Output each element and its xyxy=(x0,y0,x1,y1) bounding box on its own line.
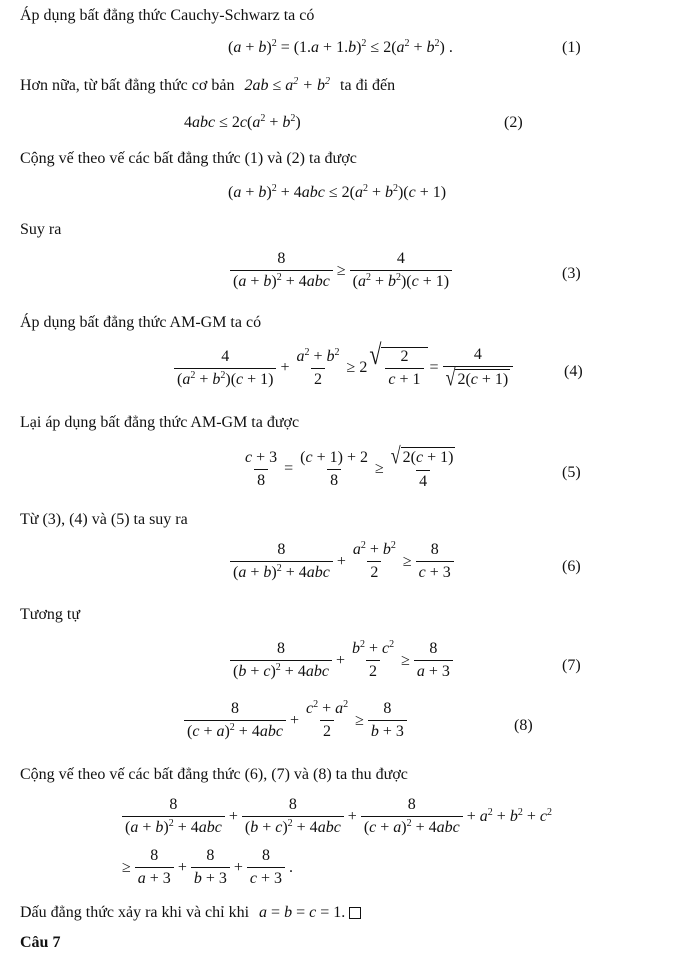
text-add-1-2: Cộng vế theo vế các bất đẳng thức (1) và (2) ta được xyxy=(20,150,357,167)
text-basic-inequality xyxy=(20,76,395,96)
text-suy-ra: Suy ra xyxy=(20,221,62,238)
formula-sum-1-2: $(a + b)^2 + 4abc \le 2(a^2 + b^2)(c + 1)$ xyxy=(228,183,447,201)
equation-label-4: (4) xyxy=(564,363,583,380)
text-amgm-again: Lại áp dụng bất đẳng thức AM-GM ta được xyxy=(20,414,300,431)
inline-math-basic-ineq: $2ab \le a^2 + b^2$ xyxy=(244,76,331,94)
formula-final-sum-lhs: $\frac{8}{(a + b)^2 + 4abc}$ + $\frac{8}{(b + c)^2 + 4abc}$ + $\frac{8}{(c + a)^2 + 4abc}$ + $a^2 + b^2 + c^2$ xyxy=(120,796,554,837)
text-add-6-7-8: Cộng vế theo vế các bất đẳng thức (6), (7) và (8) ta thu được xyxy=(20,766,408,783)
formula-2: $4abc \le 2c(a^2 + b^2)$ xyxy=(184,113,301,131)
equation-label-5: (5) xyxy=(562,464,581,481)
formula-3: $\frac{8}{(a + b)^2 + 4abc}$ ≥ $\frac{4}{(a^2 + b^2)(c + 1)}$ xyxy=(228,250,454,291)
text-equality-condition xyxy=(20,903,361,923)
formula-8: $\frac{8}{(c + a)^2 + 4abc}$ + $\frac{c^2 + a^2}{2}$ ≥ $\frac{8}{b + 3}$ xyxy=(182,700,409,741)
formula-7: $\frac{8}{(b + c)^2 + 4abc}$ + $\frac{b^2 + c^2}{2}$ ≥ $\frac{8}{a + 3}$ xyxy=(228,640,455,681)
equation-label-2: (2) xyxy=(504,114,523,131)
equation-label-7: (7) xyxy=(562,657,581,674)
text-cauchy-schwarz-intro: Áp dụng bất đẳng thức Cauchy-Schwarz ta có xyxy=(20,7,315,24)
formula-1: $(a + b)^2 = (1.a + 1.b)^2 \le 2(a^2 + b^2)$ . xyxy=(228,38,453,56)
inline-math-equality: a = b = c = 1. xyxy=(259,904,346,921)
formula-final-sum-rhs: ≥ $\frac{8}{a + 3}$ + $\frac{8}{b + 3}$ + $\frac{8}{c + 3}$ . xyxy=(122,847,294,887)
text-equality-condition-label: Dấu đẳng thức xảy ra khi và chỉ khi xyxy=(20,904,250,921)
equation-label-1: (1) xyxy=(562,39,581,56)
question-heading: Câu 7 xyxy=(20,934,61,951)
qed-square-icon xyxy=(349,907,361,919)
text-from-3-4-5: Từ (3), (4) và (5) ta suy ra xyxy=(20,511,188,528)
formula-4: $\frac{4}{(a^2 + b^2)(c + 1)}$ + $\frac{a^2 + b^2}{2}$ ≥ 2 √ $\frac{2}{c + 1}$ = 4 √ 2(c + 1) xyxy=(172,346,515,390)
text-similarly: Tương tự xyxy=(20,606,81,623)
formula-5: $\frac{c + 3}{8}$ = $\frac{(c + 1) + 2}{8}$ ≥ √ 2(c + 1) 4 xyxy=(245,442,454,490)
equation-label-6: (6) xyxy=(562,558,581,575)
text-basic-inequality-end: ta đi đến xyxy=(340,77,396,94)
text-basic-inequality-start: Hơn nữa, từ bất đẳng thức cơ bản xyxy=(20,77,235,94)
equation-label-3: (3) xyxy=(562,265,581,282)
equation-label-8: (8) xyxy=(514,717,533,734)
formula-6: $\frac{8}{(a + b)^2 + 4abc}$ + $\frac{a^2 + b^2}{2}$ ≥ $\frac{8}{c + 3}$ xyxy=(228,541,456,582)
text-amgm-intro: Áp dụng bất đẳng thức AM-GM ta có xyxy=(20,314,262,331)
